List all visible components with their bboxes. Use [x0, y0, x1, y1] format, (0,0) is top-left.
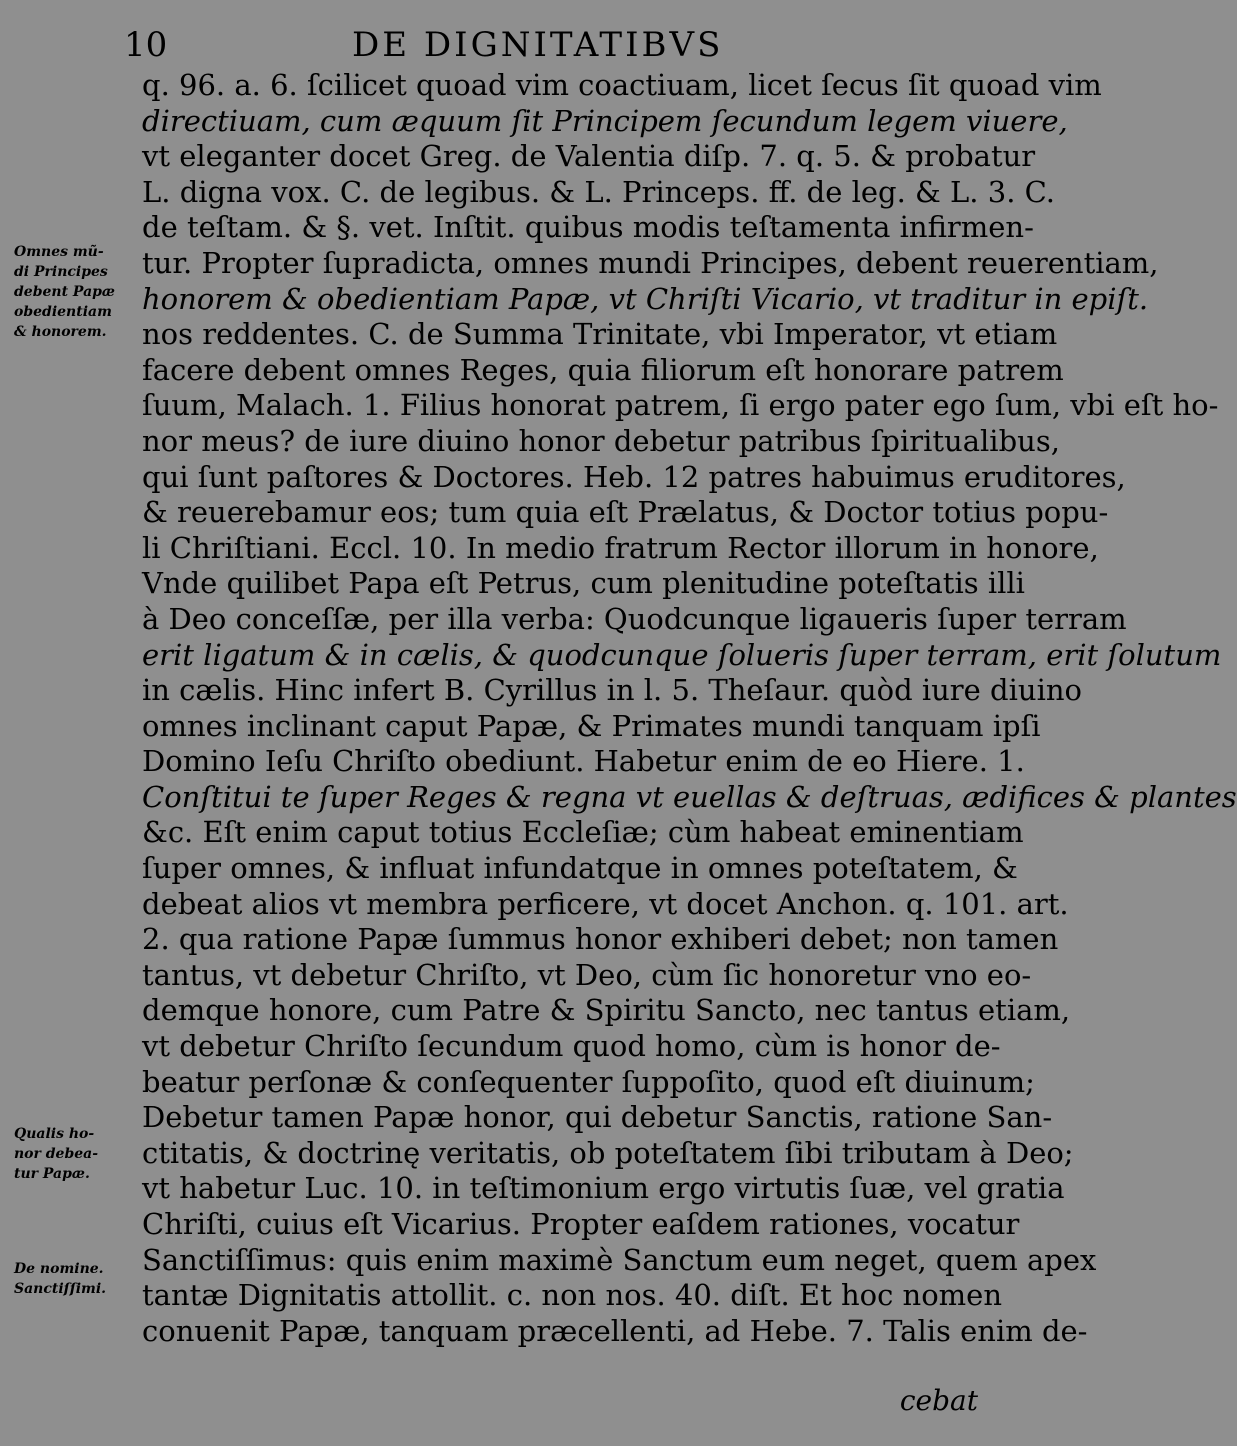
text-line: vt debetur Chriſto ſecundum quod homo, cùm is honor de- [142, 1029, 1001, 1064]
marginal-note-line: Qualis ho- [14, 1126, 95, 1142]
text-line: qui ſunt paſtores & Doctores. Heb. 12 patres habuimus eruditores, [142, 459, 1126, 494]
marginal-note-line: obedientiam [14, 304, 112, 320]
text-line: beatur perſonæ & conſequenter ſuppoſito, quod eſt diuinum; [142, 1064, 1035, 1099]
marginal-note-line: & honorem. [14, 324, 107, 340]
text-line: in cælis. Hinc infert B. Cyrillus in l. 5. Theſaur. quòd iure diuino [142, 673, 1082, 708]
text-line: Sanctiſſimus: quis enim maximè Sanctum eum neget, quem apex [142, 1242, 1097, 1277]
text-line: demque honore, cum Patre & Spiritu Sancto, nec tantus etiam, [142, 993, 1071, 1028]
text-line: directiuam, cum æquum ſit Principem ſecundum legem viuere, [142, 103, 1068, 138]
marginal-note-line: tur Papæ. [14, 1166, 90, 1182]
marginal-note-line: Sanctiſſimi. [14, 1281, 107, 1297]
text-line: ſuper omnes, & influat infundatque in omnes poteſtatem, & [142, 851, 1018, 886]
text-line: honorem & obedientiam Papæ, vt Chriſti Vicario, vt traditur in epiſt. [142, 281, 1149, 316]
text-line: Chriſti, cuius eſt Vicarius. Propter eaſdem rationes, vocatur [142, 1207, 1020, 1241]
text-line: tantæ Dignitatis attollit. c. non nos. 40. diſt. Et hoc nomen [142, 1278, 1003, 1313]
text-line: q. 96. a. 6. ſcilicet quoad vim coactiuam, licet ſecus ſit quoad vim [142, 68, 1102, 102]
text-line: Debetur tamen Papæ honor, qui debetur Sanctis, ratione San- [142, 1100, 1053, 1135]
marginal-note-sanctissimi [14, 1259, 139, 1299]
catchword: cebat [899, 1384, 978, 1417]
text-line: erit ligatum & in cælis, & quodcunque ſolueris ſuper terram, erit ſolutum [142, 637, 1222, 672]
marginal-note-line: di Principes [14, 264, 108, 280]
text-line: tantus, vt debetur Chriſto, vt Deo, cùm ſic honoretur vno eo- [142, 957, 1032, 992]
marginal-note-line: debent Papæ [14, 284, 115, 300]
text-line: nos reddentes. C. de Summa Trinitate, vbi Imperator, vt etiam [142, 317, 1058, 352]
text-line: ctitatis, & doctrinę veritatis, ob poteſtatem ſibi tributam à Deo; [142, 1135, 1074, 1170]
marginal-note-line: nor debea- [14, 1146, 99, 1162]
text-line: Conſtitui te ſuper Reges & regna vt euellas & deſtruas, ædifices & plantes [142, 779, 1237, 814]
text-line: tur. Propter ſupradicta, omnes mundi Principes, debent reuerentiam, [142, 245, 1159, 280]
marginal-note-principes [14, 242, 139, 342]
text-line: vt habetur Luc. 10. in teſtimonium ergo virtutis ſuæ, vel gratia [142, 1171, 1065, 1206]
text-line: Domino Ieſu Chriſto obediunt. Habetur enim de eo Hiere. 1. [142, 744, 1025, 779]
text-line: omnes inclinant caput Papæ, & Primates mundi tanquam ipſi [142, 708, 1041, 743]
marginal-note-line: Omnes mũ- [14, 244, 104, 260]
marginal-note-qualis-honor [14, 1124, 139, 1184]
text-line: &c. Eſt enim caput totius Eccleſiæ; cùm habeat eminentiam [142, 815, 1024, 850]
text-line: nor meus? de iure diuino honor debetur patribus ſpiritualibus, [142, 423, 1060, 458]
text-line: & reuerebamur eos; tum quia eſt Prælatus, & Doctor totius popu- [142, 495, 1109, 530]
running-head: DE DIGNITATIBVS [352, 25, 724, 65]
text-line: de teſtam. & §. vet. Inſtit. quibus modis teſtamenta infirmen- [142, 210, 1034, 245]
text-line: debeat alios vt membra perficere, vt docet Anchon. q. 101. art. [142, 886, 1069, 921]
page-number: 10 [124, 25, 168, 65]
text-line: li Chriſtiani. Eccl. 10. In medio fratrum Rector illorum in honore, [142, 530, 1099, 565]
text-line: facere debent omnes Reges, quia filiorum eſt honorare patrem [142, 352, 1064, 387]
text-line: L. digna vox. C. de legibus. & L. Princeps. ff. de leg. & L. 3. C. [142, 174, 1056, 209]
text-line: Vnde quilibet Papa eſt Petrus, cum plenitudine poteſtatis illi [142, 566, 1025, 601]
text-line: vt eleganter docet Greg. de Valentia diſp. 7. q. 5. & probatur [142, 139, 1036, 174]
text-line: ſuum, Malach. 1. Filius honorat patrem, ſi ergo pater ego ſum, vbi eſt ho- [142, 388, 1219, 423]
main-text-block [142, 68, 1237, 1349]
text-line: 2. qua ratione Papæ ſummus honor exhiberi debet; non tamen [142, 922, 1059, 957]
text-line: conuenit Papæ, tanquam præcellenti, ad Hebe. 7. Talis enim de- [142, 1313, 1088, 1348]
text-line: à Deo conceſſæ, per illa verba: Quodcunque ligaueris ſuper terram [142, 601, 1127, 636]
marginal-note-line: De nomine. [14, 1261, 104, 1277]
